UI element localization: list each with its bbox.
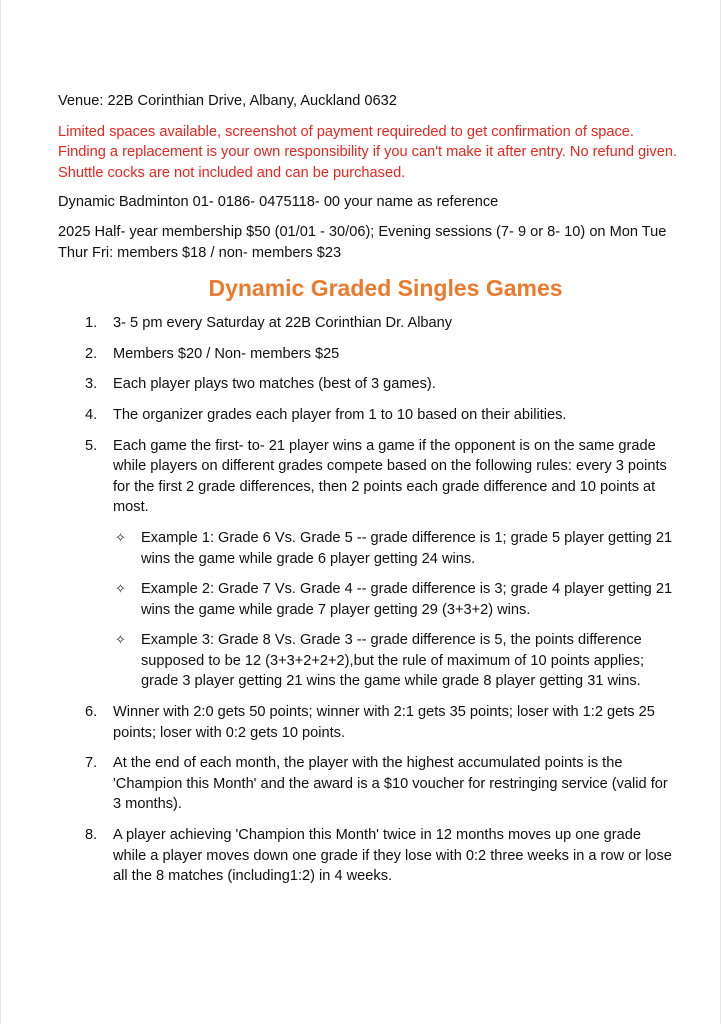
notice-text: Limited spaces available, screenshot of payment requireded to get confirmation of space. Finding a replacement is your own responsibility if you can't make it after entry. No refund given. Shuttle cocks are not included and can be purchased. <box>58 123 677 181</box>
rule-text: 3- 5 pm every Saturday at 22B Corinthian Dr. Albany <box>113 315 453 332</box>
rule-text: The organizer grades each player from 1 to 10 based on their abilities. <box>113 406 567 423</box>
bank-account-line: Dynamic Badminton 01- 0186- 0475118- 00 your name as reference <box>58 194 499 211</box>
example-text: Example 2: Grade 7 Vs. Grade 4 -- grade difference is 3; grade 4 player getting 21 wins the game while grade 7 player getting 29 (3+3+2) wins. <box>141 581 673 618</box>
rule-item <box>58 405 678 426</box>
rule-number: 8. <box>85 827 98 844</box>
rule-number: 2. <box>85 345 98 362</box>
rule-text: Each player plays two matches (best of 3 games). <box>113 376 436 393</box>
rule-item <box>58 702 678 743</box>
membership-info: 2025 Half- year membership $50 (01/01 - 30/06); Evening sessions (7- 9 or 8- 10) on Mon Tue Thur Fri: members $18 / non- members $23 <box>58 223 667 261</box>
rule-number: 1. <box>85 315 98 332</box>
rule-item <box>58 436 678 693</box>
four-pointed-star-icon: ✧ <box>115 632 126 648</box>
example-text: Example 1: Grade 6 Vs. Grade 5 -- grade difference is 1; grade 5 player getting 21 wins the game while grade 6 player getting 24 wins. <box>141 529 673 567</box>
rule-number: 7. <box>85 755 98 772</box>
rule-text: At the end of each month, the player with the highest accumulated points is the 'Champion this Month' and the award is a $10 voucher for restringing service (valid for 3 months). <box>113 755 668 813</box>
page-title: Dynamic Graded Singles Games <box>208 275 563 302</box>
rule-item <box>58 825 678 887</box>
example-item <box>113 579 678 620</box>
rule-item <box>58 753 678 815</box>
four-pointed-star-icon: ✧ <box>115 581 126 597</box>
rule-text: Each game the first- to- 21 player wins a game if the opponent is on the same grade while players on different grades compete based on the following rules: every 3 points for the first 2 grade differences, then 2 points each grade difference and 10 points at most. <box>113 437 667 516</box>
rule-number: 4. <box>85 406 98 423</box>
document-content <box>58 91 678 897</box>
rules-list <box>58 313 678 887</box>
venue-line: Venue: 22B Corinthian Drive, Albany, Auckland 0632 <box>58 93 397 109</box>
example-item <box>113 528 678 569</box>
rule-item <box>58 374 678 395</box>
rule-number: 3. <box>85 376 98 393</box>
rule-number: 6. <box>85 704 98 721</box>
example-text: Example 3: Grade 8 Vs. Grade 3 -- grade difference is 5, the points difference supposed to be 12 (3+3+2+2+2),but the rule of maximum of 10 points applies; grade 3 player getting 21 wins the game while grade 8 player getting 31 wins. <box>141 632 644 690</box>
examples-list <box>113 528 678 692</box>
rule-text: Members $20 / Non- members $25 <box>113 345 340 362</box>
rule-item <box>58 344 678 365</box>
rule-number: 5. <box>85 437 98 454</box>
rule-item <box>58 313 678 334</box>
example-item <box>113 630 678 692</box>
four-pointed-star-icon: ✧ <box>115 529 126 545</box>
rule-text: Winner with 2:0 gets 50 points; winner with 2:1 gets 35 points; loser with 1:2 gets 25 points; loser with 0:2 gets 10 points. <box>113 704 655 741</box>
rule-text: A player achieving 'Champion this Month' twice in 12 months moves up one grade while a player moves down one grade if they lose with 0:2 three weeks in a row or lose all the 8 matches (including1:2) in 4 weeks. <box>113 827 672 885</box>
